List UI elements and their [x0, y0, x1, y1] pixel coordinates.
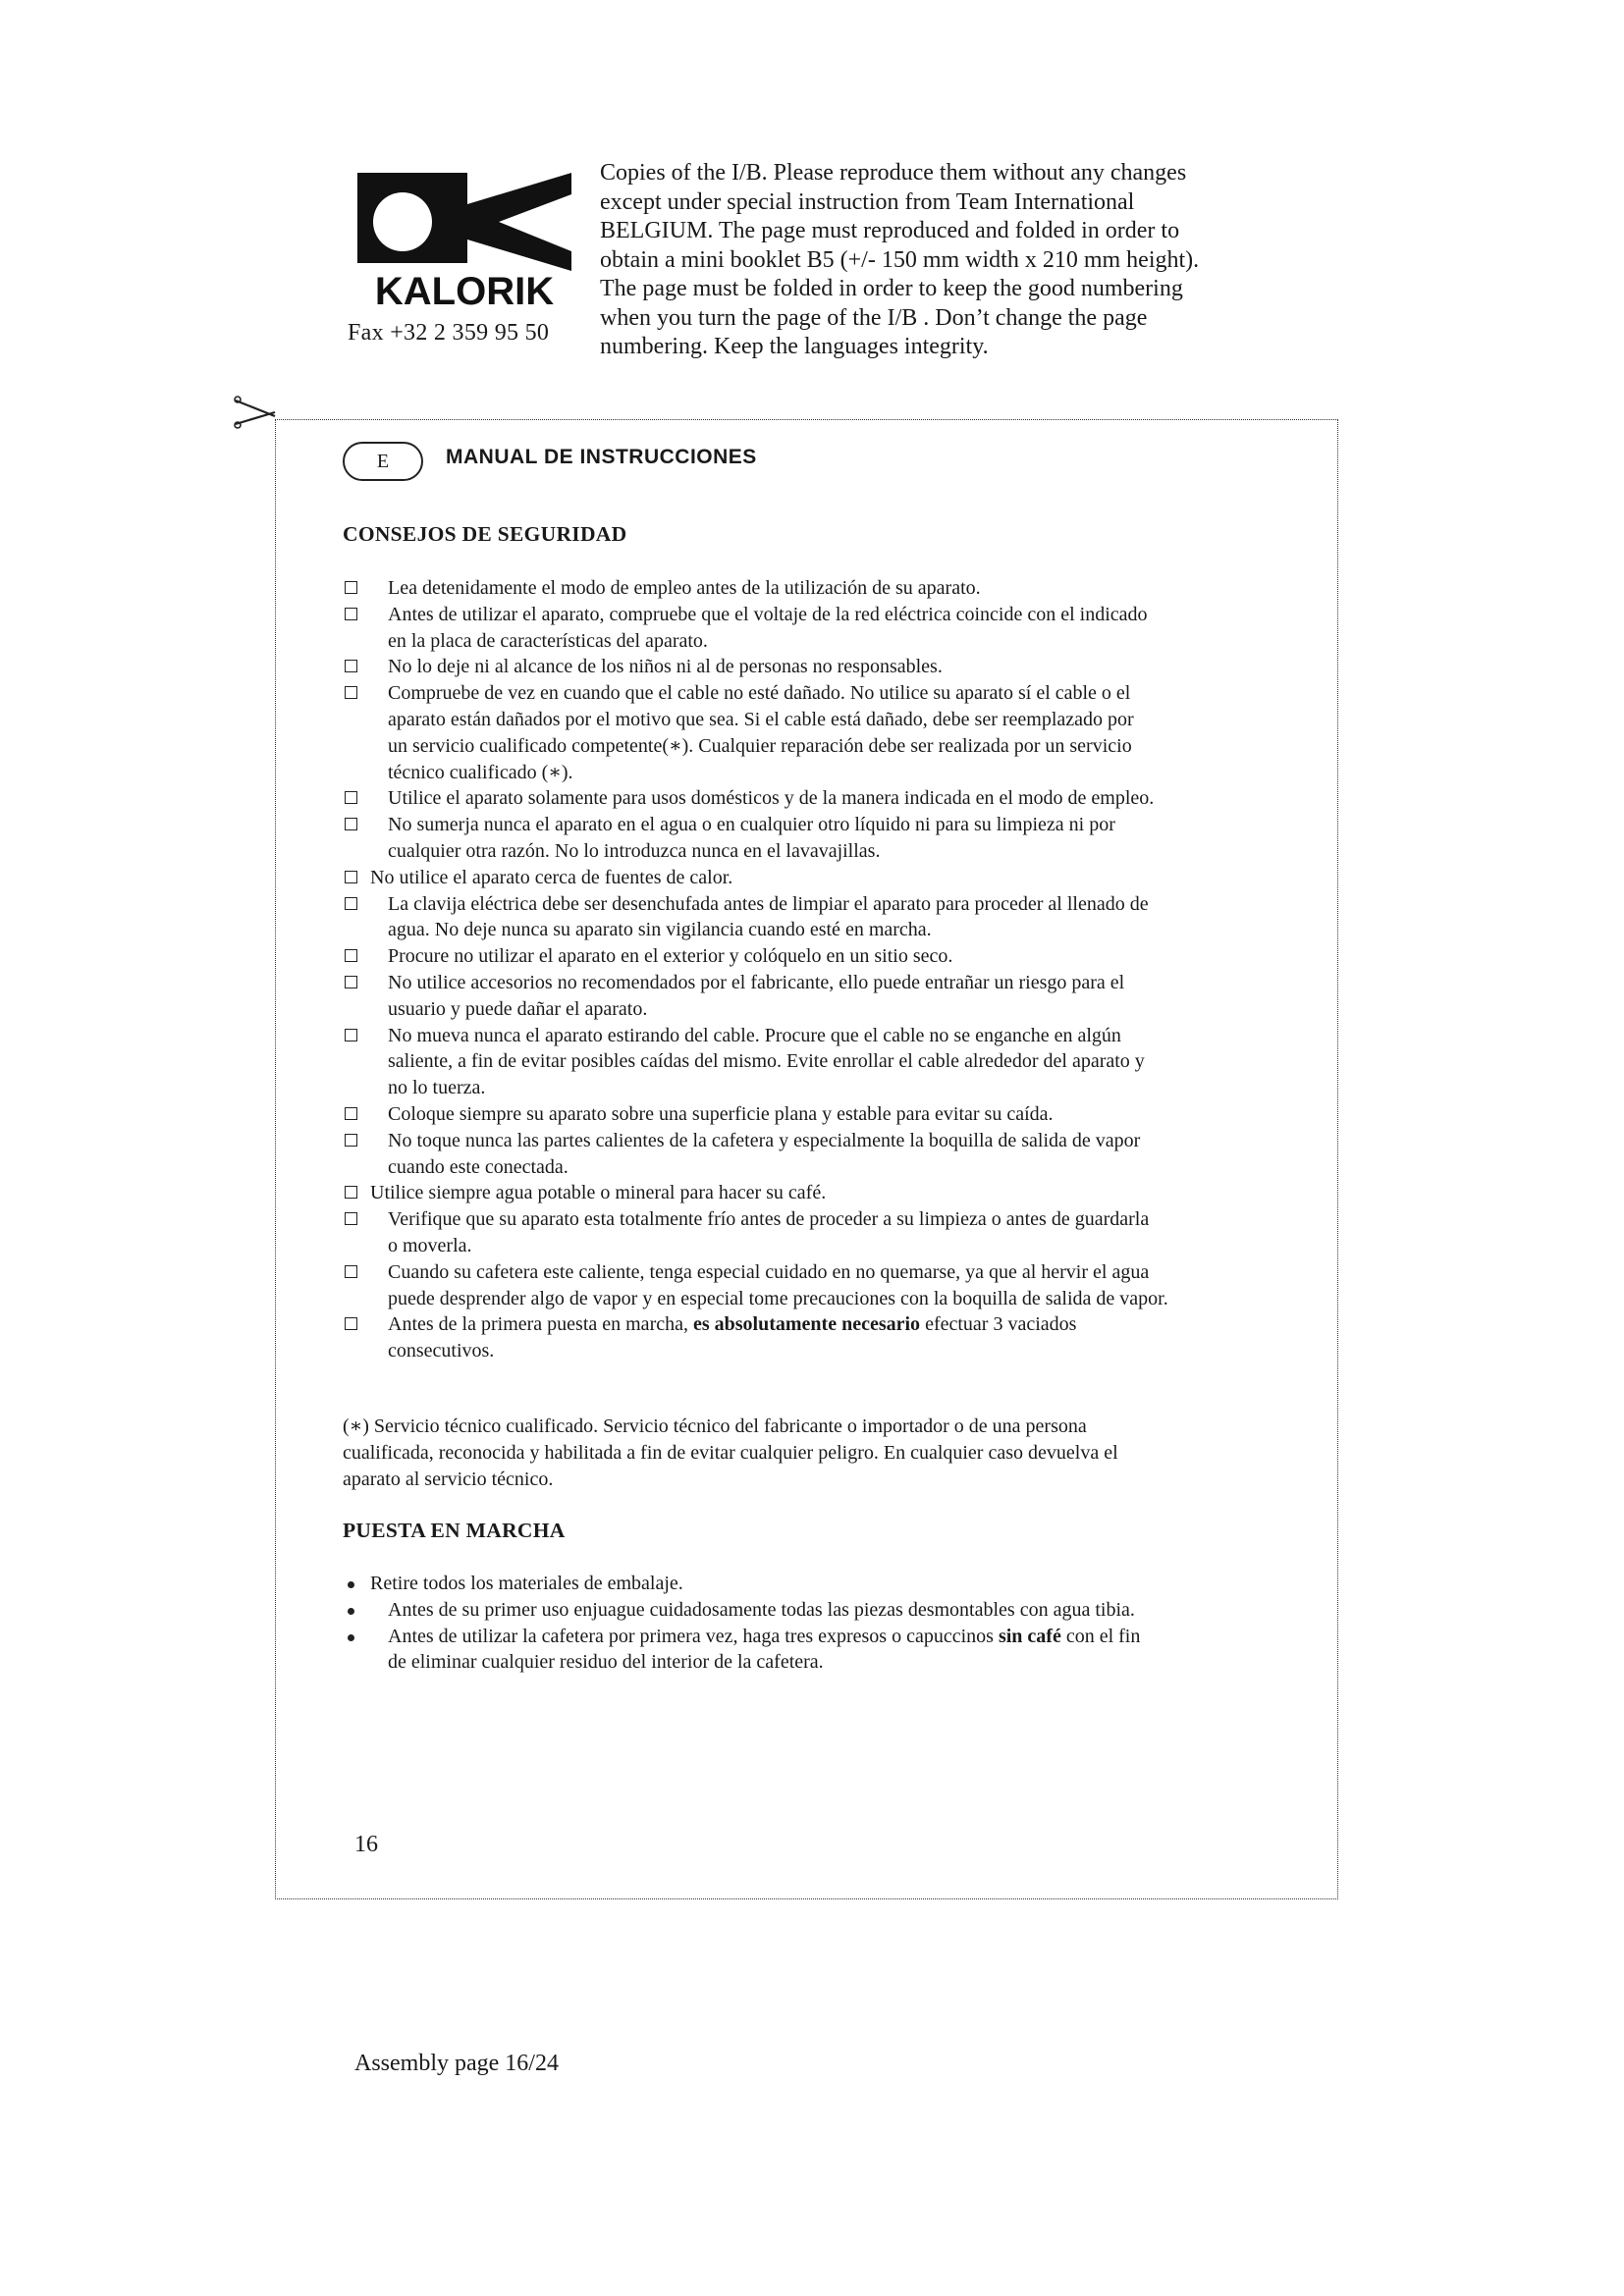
section-heading-safety: CONSEJOS DE SEGURIDAD — [343, 522, 627, 546]
notice-line: except under special instruction from Team International — [600, 188, 1135, 215]
list-item: Utilice siempre agua potable o mineral para hacer su café. — [343, 1180, 1315, 1206]
list-item: Antes de la primera puesta en marcha, es absolutamente necesario efectuar 3 vaciados consecutivos. — [343, 1311, 1315, 1364]
notice-line: obtain a mini booklet B5 (+/- 150 mm width x 210 mm height). — [600, 246, 1200, 273]
safety-list — [343, 575, 1315, 1364]
checkbox-bullet-icon — [345, 608, 357, 620]
list-item: La clavija eléctrica debe ser desenchufada antes de limpiar el aparato para proceder al llenado de agua. No deje nunca su aparato sin vigilancia cuando esté en marcha. — [343, 891, 1315, 944]
list-item: Antes de su primer uso enjuague cuidadosamente todas las piezas desmontables con agua tibia. — [343, 1597, 1315, 1624]
checkbox-bullet-icon — [345, 581, 357, 594]
checkbox-bullet-icon — [345, 791, 357, 804]
list-item: No utilice accesorios no recomendados por el fabricante, ello puede entrañar un riesgo para el usuario y puede dañar el aparato. — [343, 970, 1315, 1023]
list-item: Procure no utilizar el aparato en el exterior y colóquelo en un sitio seco. — [343, 943, 1315, 970]
footnote: (∗) Servicio técnico cualificado. Servicio técnico del fabricante o importador o de una persona cualificada, reconocida y habilitada a fin de evitar cualquier peligro. En cualquier caso devuelva el aparato al servicio técnico. — [343, 1415, 1118, 1490]
list-item: No sumerja nunca el aparato en el agua o en cualquier otro líquido ni para su limpieza ni por cualquier otra razón. No lo introduzca nunca en el lavavajillas. — [343, 812, 1315, 865]
list-item: Utilice el aparato solamente para usos domésticos y de la manera indicada en el modo de empleo. — [343, 785, 1315, 812]
checkbox-bullet-icon — [345, 1265, 357, 1278]
checkbox-bullet-icon — [345, 1134, 357, 1147]
list-item: No toque nunca las partes calientes de la cafetera y especialmente la boquilla de salida de vapor cuando este conectada. — [343, 1128, 1315, 1181]
kalorik-logo — [352, 167, 577, 314]
checkbox-bullet-icon — [345, 976, 357, 988]
list-item: Compruebe de vez en cuando que el cable no esté dañado. No utilice su aparato sí el cable o el aparato están dañados por el motivo que sea. Si el cable está dañado, debe ser reemplazado por un servicio cualificado competente(∗). Cualquier reparación debe ser realizada por un servicio técnico cualificado (∗). — [343, 680, 1315, 785]
checkbox-bullet-icon — [345, 1186, 357, 1199]
checkbox-bullet-icon — [345, 686, 357, 699]
checkbox-bullet-icon — [345, 871, 357, 883]
bullet-dot-icon — [348, 1581, 354, 1588]
list-item: No lo deje ni al alcance de los niños ni al de personas no responsables. — [343, 654, 1315, 680]
notice-line: numbering. Keep the languages integrity. — [600, 334, 989, 359]
list-item: Retire todos los materiales de embalaje. — [343, 1571, 1315, 1597]
list-item: Lea detenidamente el modo de empleo antes de la utilización de su aparato. — [343, 575, 1315, 602]
list-item: No mueva nunca el aparato estirando del cable. Procure que el cable no se enganche en algún saliente, a fin de evitar posibles caídas del mismo. Evite enrollar el cable alrededor del aparato y no lo tuerza. — [343, 1023, 1315, 1101]
list-item: Coloque siempre su aparato sobre una superficie plana y estable para evitar su caída. — [343, 1101, 1315, 1128]
assembly-page-label: Assembly page 16/24 — [354, 2051, 559, 2076]
bullet-dot-icon — [348, 1608, 354, 1615]
language-badge: E — [343, 442, 423, 481]
checkbox-bullet-icon — [345, 897, 357, 910]
manual-title: MANUAL DE INSTRUCCIONES — [446, 446, 757, 468]
list-item: Verifique que su aparato esta totalmente frío antes de proceder a su limpieza o antes de guardarla o moverla. — [343, 1206, 1315, 1259]
svg-text:KALORIK: KALORIK — [374, 270, 555, 313]
list-item: Cuando su cafetera este caliente, tenga especial cuidado en no quemarse, ya que al hervir el agua puede desprender algo de vapor y en especial tome precauciones con la boquilla de salida de vapor. — [343, 1259, 1315, 1312]
checkbox-bullet-icon — [345, 1107, 357, 1120]
notice-line: Copies of the I/B. Please reproduce them without any changes — [600, 160, 1187, 186]
start-list — [343, 1571, 1315, 1676]
page-number: 16 — [354, 1832, 378, 1857]
checkbox-bullet-icon — [345, 1317, 357, 1330]
checkbox-bullet-icon — [345, 1029, 357, 1041]
fax-number: Fax +32 2 359 95 50 — [348, 320, 550, 346]
notice-line: The page must be folded in order to keep the good numbering — [600, 276, 1183, 301]
section-heading-start: PUESTA EN MARCHA — [343, 1519, 566, 1542]
checkbox-bullet-icon — [345, 660, 357, 672]
notice-line: BELGIUM. The page must reproduced and folded in order to — [600, 218, 1180, 243]
bullet-dot-icon — [348, 1634, 354, 1641]
list-item: Antes de utilizar el aparato, compruebe que el voltaje de la red eléctrica coincide con el indicado en la placa de características del aparato. — [343, 602, 1315, 655]
scissors-icon — [232, 395, 279, 430]
header-notice — [600, 159, 1307, 362]
checkbox-bullet-icon — [345, 1212, 357, 1225]
notice-line: when you turn the page of the I/B . Don’t change the page — [600, 304, 1148, 331]
checkbox-bullet-icon — [345, 949, 357, 962]
list-item: No utilice el aparato cerca de fuentes de calor. — [343, 865, 1315, 891]
list-item: Antes de utilizar la cafetera por primera vez, haga tres expresos o capuccinos sin café con el fin de eliminar cualquier residuo del interior de la cafetera. — [343, 1624, 1315, 1677]
checkbox-bullet-icon — [345, 818, 357, 830]
